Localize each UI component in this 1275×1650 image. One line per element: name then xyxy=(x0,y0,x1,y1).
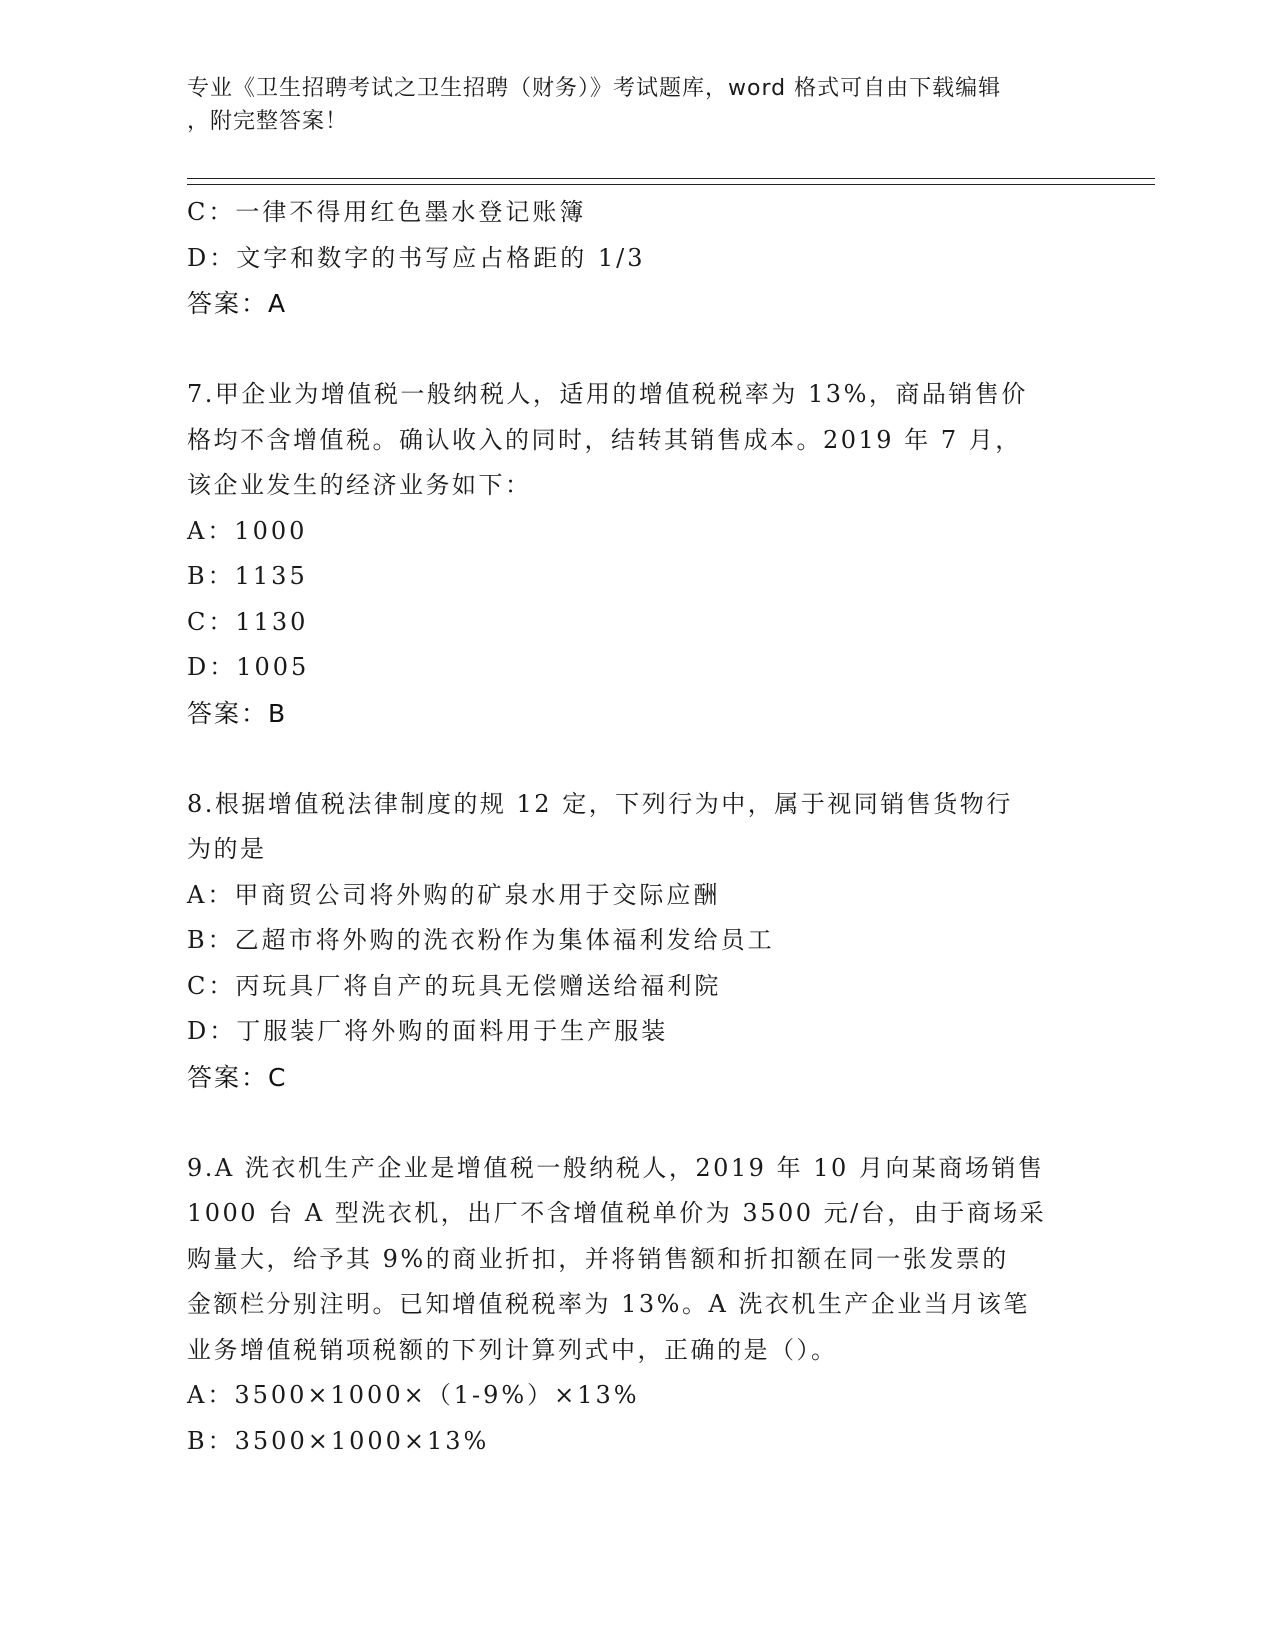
header-divider-bottom xyxy=(187,184,1155,185)
answer: 答案：C xyxy=(187,1062,288,1092)
question-7 xyxy=(187,372,1087,736)
spacer xyxy=(187,327,1087,373)
stem-line: 业务增值税销项税额的下列计算列式中，正确的是（）。 xyxy=(187,1335,838,1364)
option-d: D：文字和数字的书写应占格距的 1/3 xyxy=(187,243,646,272)
question-9 xyxy=(187,1146,1087,1465)
stem-line: 为的是 xyxy=(187,835,267,863)
question-content xyxy=(187,190,1087,1464)
option-a: A：甲商贸公司将外购的矿泉水用于交际应酬 xyxy=(187,880,721,909)
question-8 xyxy=(187,782,1087,1101)
option-c: C：一律不得用红色墨水登记账簿 xyxy=(187,198,587,226)
previous-question xyxy=(187,190,1087,327)
question-stem xyxy=(187,372,1087,509)
stem-line: 购量大，给予其 9%的商业折扣，并将销售额和折扣额在同一张发票的 xyxy=(187,1244,1009,1273)
stem-line: 金额栏分别注明。已知增值税税率为 13%。A 洗衣机生产企业当月该笔 xyxy=(187,1290,1030,1318)
spacer xyxy=(187,736,1087,782)
stem-line: 1000 台 A 型洗衣机，出厂不含增值税单价为 3500 元/台，由于商场采 xyxy=(187,1199,1047,1227)
stem-line: 格均不含增值税。确认收入的同时，结转其销售成本。2019 年 7 月， xyxy=(187,425,1022,454)
stem-line: 7.甲企业为增值税一般纳税人，适用的增值税税率为 13%，商品销售价 xyxy=(187,380,1028,408)
option-d: D：1005 xyxy=(187,653,310,681)
stem-line: 该企业发生的经济业务如下： xyxy=(187,471,532,499)
option-b: B：1135 xyxy=(187,562,308,590)
answer: 答案：A xyxy=(187,289,288,318)
document-header xyxy=(187,72,1087,138)
stem-line: 9.A 洗衣机生产企业是增值税一般纳税人，2019 年 10 月向某商场销售 xyxy=(187,1153,1045,1182)
option-d: D：丁服装厂将外购的面料用于生产服装 xyxy=(187,1017,669,1045)
header-line-1: 专业《卫生招聘考试之卫生招聘（财务）》考试题库，word 格式可自由下载编辑 xyxy=(187,76,1002,101)
option-a: A：1000 xyxy=(187,516,308,545)
spacer xyxy=(187,1100,1087,1146)
header-divider-top xyxy=(187,178,1155,179)
option-b: B：乙超市将外购的洗衣粉作为集体福利发给员工 xyxy=(187,926,775,954)
option-b: B：3500×1000×13% xyxy=(187,1426,490,1455)
option-c: C：1130 xyxy=(187,607,309,636)
stem-line: 8.根据增值税法律制度的规 12 定，下列行为中，属于视同销售货物行 xyxy=(187,789,1013,818)
question-stem xyxy=(187,782,1087,873)
question-stem xyxy=(187,1146,1087,1374)
header-line-2: ，附完整答案！ xyxy=(187,109,349,134)
option-c: C：丙玩具厂将自产的玩具无偿赠送给福利院 xyxy=(187,971,722,1000)
answer: 答案：B xyxy=(187,698,288,728)
option-a: A：3500×1000×（1-9%）×13% xyxy=(187,1381,640,1409)
